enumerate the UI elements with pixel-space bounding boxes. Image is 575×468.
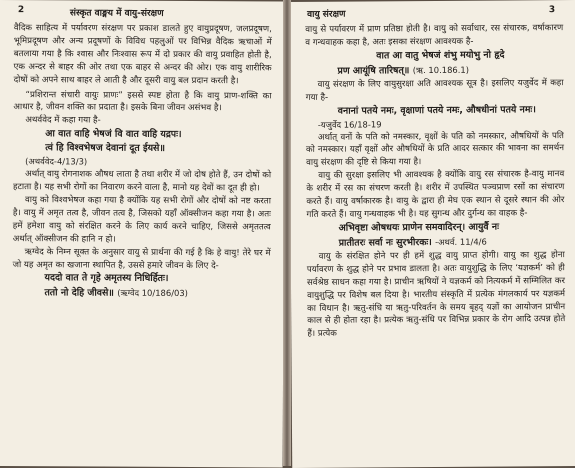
right-page [289,0,575,468]
text: वनानां पतये नमः, वृक्षाणां पतये नमः, औषधीनां पतये नमः। [337,103,536,117]
page-number: 2 [17,5,25,16]
paragraph [13,168,271,195]
text: त्वं हि विश्वभेषज देवानां दूत ईयसे॥ [45,142,166,155]
left-page [0,0,285,467]
running-title: संस्कृत वाङ्मय में वायु-संरक्षण [69,8,164,19]
paragraph [306,168,564,221]
text: ऋग्वेद के निम्न सूक्त के अनुसार वायु से प्रार्थना की गई है कि हे वायु! तेरे घर में जो यह अमृत का खजाना स्थापित है, उससे हमारे जीवन के लिए दे- [12,246,271,271]
text: वायु संरक्षण के लिए वायुसुरक्षा अति आवश्यक सूत्र है। इसलिए यजुर्वेद में कहा गया है- [305,77,564,103]
text: वैदिक साहित्य में पर्यावरण संरक्षण पर प्रकाश डालते हुए वायुप्रदूषण, जलप्रदूषण, भूमिप्रदूषण और अन्य प्रदूषणों के विविध पहलुओं पर विभिन्न वैदिक ऋचाओं में बतलाया गया है कि श्वास और निःश्वास रूप में दो प्रकार की वायु प्रवाहित होती है, एक अन्दर से बाहर की ओर तथा एक बाहर से अन्दर की ओर। एक वायु शारीरिक दोषों को अपने साथ बाहर ले आती है और दूसरी वायु बल प्रदान करती है। [13,23,272,86]
right-page-header [289,5,575,21]
paragraph [306,130,564,171]
verse-citation: (ऋ. 10.186.1) [412,64,470,75]
text: वात आ वातु भेषजं शंभु मयोभु नो हृदे [376,49,505,62]
verse-line [13,141,271,156]
text: अर्थात् वनों के पति को नमस्कार, वृक्षों के पति को नमस्कार, औषधियों के पति को नमस्कार। यहाँ वृक्षों और औषधियों के प्रति आदर सत्कार की भावना का समर्थन वायु संरक्षण की दृष्टि से किया गया है। [306,130,565,169]
paragraph [13,89,271,116]
text: यददो वात ते गृहे अमृतस्य निधिर्हितः। [44,272,169,285]
verse-line [12,285,270,301]
text: प्रण आयूंषि तारिषत्॥ [337,64,410,77]
book-gutter [283,0,291,466]
text: वायु के संरक्षित होने पर ही हमें शुद्ध वायु प्राप्त होगी। वायु का शुद्ध होना पर्यावरण के शुद्ध होने पर प्रभाव डालता है। अतः वायुशुद्धि के लिए ‘यज्ञकर्म’ को ही सर्वश्रेष्ठ साधन कहा गया है। प्राचीन ऋषियों ने यज्ञकर्म को नित्यकर्म में सम्मिलित कर वायुशुद्धि पर विशेष बल दिया है। भारतीय संस्कृति में प्रत्येक मंगलकार्य पर यज्ञकर्म का विधान है। ऋतु-संधि या ऋतु-परिवर्तन के समय बृहद् यज्ञों का आयोजन प्राचीन काल से ही होता रहा है। प्रत्येक ऋतु-संधि पर विभिन्न प्रकार के रोग आदि उत्पन्न होते हैं। प्रत्येक [306,249,566,340]
text: प्रातीतरः सर्वा नः सुरभीरकः। [338,236,432,249]
text: अर्थात् वायु रोगनाशक औषध लाता है तथा शरीर में जो दोष होते हैं, उन दोषों को हटाता है। यह सभी रोगों का निवारण करने वाला है, मानो यह देवों का दूत ही हो। [12,169,272,194]
paragraph [306,77,564,105]
paragraph [13,246,271,273]
text: ततो नो देहि जीवसे॥ [44,287,114,300]
verse-citation: (ऋग्वेद 10/186/03) [117,288,188,299]
text: वायु की सुरक्षा इसलिए भी आवश्यक है क्योंकि वायु रस संचारक है-वायु मानव के शरीर में रस का संचरण करती है। शरीर में उपस्थित पञ्चप्राण रसों का संचारण करते हैं। वायु वर्षाकारक है। वायु के द्वारा ही मेघ एक स्थान से दूसरे स्थान की ओर गति करते हैं। वायु गन्धवाहक भी है। यह सुगन्ध और दुर्गन्ध का वाहक है- [306,169,565,220]
text: -यजुर्वेद 16/18-19 [317,118,382,130]
paragraph [307,249,566,341]
left-page-body [12,22,271,302]
text: अभिवृष्टा ओषधयः प्राणेन समवादिरन्। आयुर्वै नः [338,221,500,234]
verse-citation: -अथर्व. 11/4/6 [435,236,487,247]
text: वायु से पर्यावरण में प्राण प्रतिष्ठा होती है। वायु को सर्वाधार, रस संचारक, वर्षाकारण व गन्धवाहक कहा है, अतः इसका संरक्षण आवश्यक है- [305,23,564,48]
verse-line [306,103,564,119]
text: (अथर्ववेद-4/13/3) [25,156,88,167]
verse-line [13,271,271,286]
page-number: 3 [548,5,556,16]
paragraph [305,22,563,50]
paragraph [14,22,272,88]
text: अथर्ववेद में कहा गया है- [25,115,101,126]
verse-line [13,127,271,142]
text: आ वात वाहि भेषजं वि वात वाहि यद्रपः। [45,128,182,141]
paragraph [13,194,271,247]
text: वायु को विश्वभेषज कहा गया है क्योंकि यह सभी रोगों और दोषों को नष्ट करता है। वायु में अमृत तत्व है, जीवन तत्व है, जिसको यहाँ ऑक्सीजन कहा गया है। अतः हमें हमेशा वायु को संरक्षित करने के लिए कार्य करने चाहिए, जिससे अमृततत्व अर्थात् ऑक्सीजन की हानि न हो। [12,195,271,245]
left-page-header [0,5,285,20]
text: “प्रशिरान्त संचारी वायुः प्राणः” इससे स्पष्ट होता है कि वायु प्राण-शक्ति का आधार है, जीवन शक्ति का प्रदाता है। इसके बिना जीवन असंभव है। [13,89,272,114]
right-page-body [305,22,565,341]
running-title: वायु संरक्षण [307,9,346,20]
